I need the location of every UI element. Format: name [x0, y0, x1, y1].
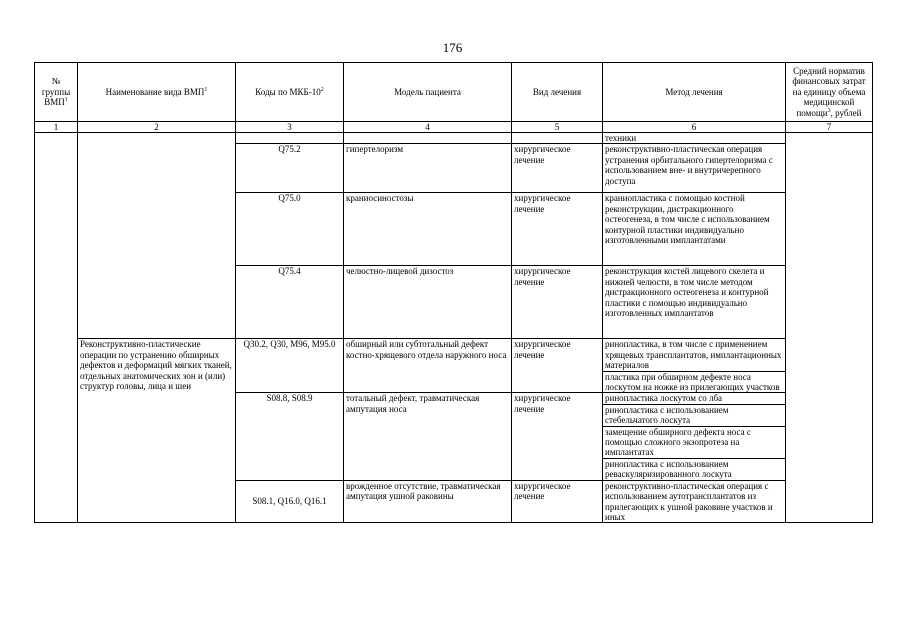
header-treatment-type: Вид лечения — [512, 63, 603, 122]
vmp-name-cell: Реконструктивно-пластические операции по устранению обширных дефектов и деформаций мягких тканей, отдельных анатомических зон и (или) структур головы, лица и шеи — [78, 339, 236, 523]
method-cell: ринопластика, в том числе с применением хрящевых трансплантатов, имплантационных материалов — [603, 339, 786, 371]
header-vmp-name: Наименование вида ВМП$^1$ — [78, 63, 236, 122]
model-cell: врожденное отсутствие, травматическая ампутация ушной раковины — [344, 480, 512, 523]
col-number: 6 — [603, 122, 786, 133]
code-cell: Q75.0 — [236, 193, 344, 266]
treatment-cell: хирургическое лечение — [512, 266, 603, 339]
method-cell: замещение обширного дефекта носа с помощью сложного экзопротеза на имплантатах — [603, 426, 786, 458]
col-number: 3 — [236, 122, 344, 133]
treatment-cell: хирургическое лечение — [512, 193, 603, 266]
col-number: 5 — [512, 122, 603, 133]
vmp-table — [34, 62, 873, 523]
method-cell: реконструкция костей лицевого скелета и нижней челюсти, в том числе методом дистракционного остеогенеза и контурной пластики с помощью индивидуально изготовленных имплантатов — [603, 266, 786, 339]
col-number: 4 — [344, 122, 512, 133]
header-group-number: № группы ВМП$^1$ — [35, 63, 78, 122]
code-cell: Q30.2, Q30, M96, M95.0 — [236, 339, 344, 393]
model-cell: краниосиностозы — [344, 193, 512, 266]
method-cell: реконструктивно-пластическая операция с использованием аутотрансплантатов из прилегающих к ушной раковине участков и иных — [603, 480, 786, 523]
table-row — [35, 339, 873, 371]
model-cell: челюстно-лицевой дизостоз — [344, 266, 512, 339]
column-number-row — [35, 122, 873, 133]
code-cell — [236, 133, 344, 144]
col-number: 1 — [35, 122, 78, 133]
header-patient-model: Модель пациента — [344, 63, 512, 122]
vmp-name-cell — [78, 133, 236, 339]
cost-cell — [786, 133, 873, 523]
header-icd-codes: Коды по МКБ-$10^2$ — [236, 63, 344, 122]
model-cell: гипертелоризм — [344, 144, 512, 193]
code-cell: Q75.4 — [236, 266, 344, 339]
page-number: 176 — [442, 40, 463, 55]
table-row — [35, 133, 873, 144]
header-treatment-method: Метод лечения — [603, 63, 786, 122]
col-number: 2 — [78, 122, 236, 133]
treatment-cell: хирургическое лечение — [512, 480, 603, 523]
code-cell: S08.1, Q16.0, Q16.1 — [236, 480, 344, 523]
treatment-cell — [512, 133, 603, 144]
model-cell — [344, 133, 512, 144]
method-cell: краниопластика с помощью костной реконструкции, дистракционного остеогенеза, в том числе с использованием контурной пластики индивидуально изготовленными имплантатами — [603, 193, 786, 266]
method-cell: ринопластика с использованием реваскуляризированного лоскута — [603, 458, 786, 480]
model-cell: тотальный дефект, травматическая ампутация носа — [344, 393, 512, 480]
method-cell: ринопластика с использованием стебельчатого лоскута — [603, 404, 786, 426]
col-number: 7 — [786, 122, 873, 133]
method-cell: ринопластика лоскутом со лба — [603, 393, 786, 404]
treatment-cell: хирургическое лечение — [512, 144, 603, 193]
treatment-cell: хирургическое лечение — [512, 393, 603, 480]
code-cell: S08.8, S08.9 — [236, 393, 344, 480]
model-cell: обширный или субтотальный дефект костно-хрящевого отдела наружного носа — [344, 339, 512, 393]
header-row — [35, 63, 873, 122]
code-cell: Q75.2 — [236, 144, 344, 193]
treatment-cell: хирургическое лечение — [512, 339, 603, 393]
header-cost-norm: Средний норматив финансовых затрат на единицу объема медицинской помощи$^3$, рублей — [786, 63, 873, 122]
method-cell: пластика при обширном дефекте носа лоскутом на ножке из прилегающих участков — [603, 371, 786, 393]
method-cell: техники — [603, 133, 786, 144]
method-cell: реконструктивно-пластическая операция устранения орбитального гипертелоризма с использованием вне- и внутричерепного доступа — [603, 144, 786, 193]
group-number-cell — [35, 133, 78, 523]
